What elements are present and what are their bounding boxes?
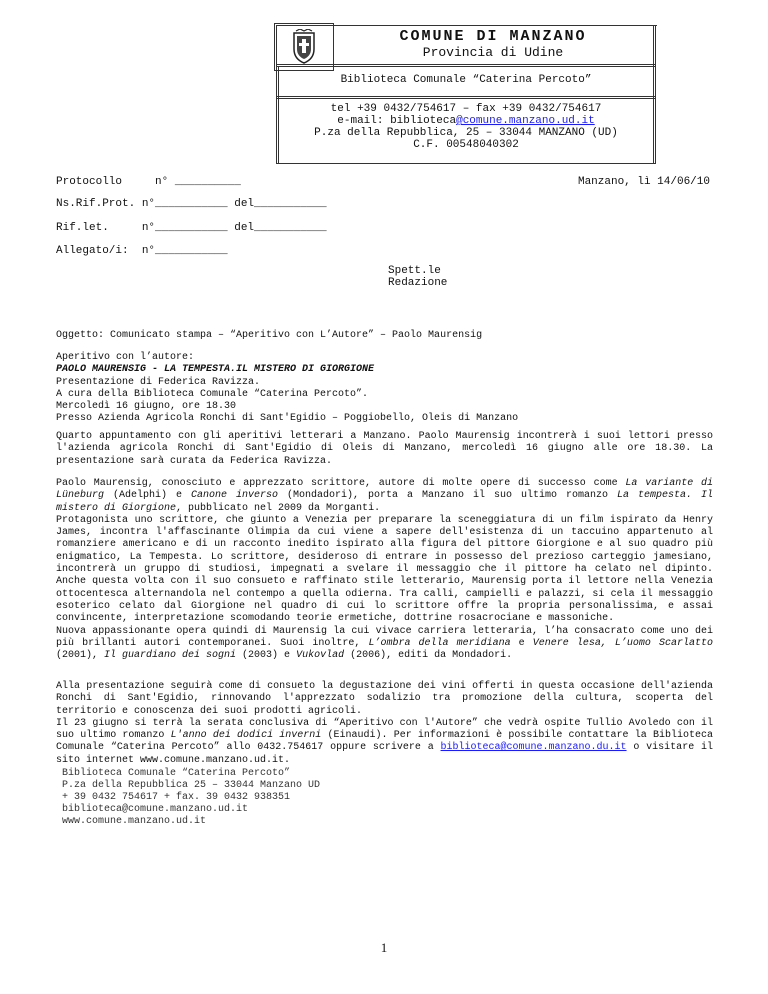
paragraph-tasting: Alla presentazione seguirà come di consueto la degustazione dei vini offerti in questa occasione dell'azienda Ronchi di Sant'Egidio, rinnovando l'apprezzato sodalizio tra promozione della cultura, scoperta del territorio e conoscenza dei suoi prodotti agricoli. (56, 681, 713, 717)
protocol-field: Protocollo n° __________ (56, 176, 241, 188)
attachments-field: Allegato/i: n°___________ (56, 245, 228, 257)
contact-block (276, 103, 656, 151)
letter-date: Manzano, lì 14/06/10 (577, 176, 710, 188)
library-email-link[interactable]: biblioteca@comune.manzano.du.it (440, 742, 627, 754)
contact-address: P.za della Repubblica, 25 – 33044 MANZANO (UD) (314, 127, 618, 139)
divider (276, 98, 656, 99)
subject-line: Oggetto: Comunicato stampa – “Aperitivo con L’Autore” – Paolo Maurensig (56, 330, 483, 341)
event-location: Presso Azienda Agricola Ronchi di Sant'Egidio – Poggiobello, Oleis di Manzano (56, 413, 519, 425)
library-name: Biblioteca Comunale “Caterina Percoto” (340, 74, 592, 86)
contact-email-link[interactable]: @comune.manzano.ud.it (456, 115, 595, 127)
contact-tax-code: C.F. 00548040302 (413, 139, 519, 151)
signature-library: Biblioteca Comunale “Caterina Percoto” (62, 768, 291, 779)
signature-phone: + 39 0432 754617 + fax. 39 0432 938351 (62, 792, 291, 803)
municipality-title: COMUNE DI MANZANO (399, 28, 587, 45)
recipient-salutation: Spett.le (388, 265, 441, 277)
event-details (56, 352, 713, 426)
paragraph-works: Nuova appassionante opera quindi di Maurensig la cui vivace carriera letteraria, l’ha consacrato come uno dei più brillanti autori contemporanei. Suoi inoltre, L’ombra della meridiana e Venere lesa, L’uomo Scarlatto (2001), Il guardiano dei sogni (2003) e Vukovlad (2006), editi da Mondadori. (56, 625, 713, 662)
recipient-block (388, 265, 447, 289)
divider (653, 25, 654, 164)
divider (276, 96, 656, 97)
contact-phone: tel +39 0432/754617 – fax +39 0432/754617 (330, 103, 602, 115)
divider (655, 25, 656, 164)
contact-email-prefix: e-mail: biblioteca (337, 115, 457, 127)
signature-address: P.za della Repubblica 25 – 33044 Manzano UD (62, 780, 321, 791)
paragraph-intro: Quarto appuntamento con gli aperitivi letterari a Manzano. Paolo Maurensig incontrerà i suoi lettori presso l'azienda agricola Ronchi di Sant'Egidio di Oleis di Manzano, mercoledì 16 giugno alle ore 18.30. La presentazione sarà curata da Federica Ravizza. (56, 431, 713, 467)
contact-email-line (276, 115, 656, 127)
letter-reference-field: Rif.let. n°___________ del___________ (56, 222, 327, 234)
signature-block (62, 768, 320, 828)
event-organizer: A cura della Biblioteca Comunale “Caterina Percoto”. (56, 388, 369, 400)
our-reference-field: Ns.Rif.Prot. n°___________ del___________ (56, 198, 327, 210)
paragraph-contacts: Il 23 giugno si terrà la serata conclusiva di “Aperitivo con l'Autore” che vedrà ospite Tullio Avoledo con il suo ultimo romanzo L'anno dei dodici inverni (Einaudi). Per informazioni è possibile contattare la Biblioteca Comunale “Caterina Percoto” allo 0432.754617 oppure scrivere a biblioteca@comune.manzano.du.it o visitare il sito internet www.comune.manzano.ud.it. (56, 717, 714, 766)
signature-email: biblioteca@comune.manzano.ud.it (62, 804, 249, 815)
page-number: 1 (380, 940, 388, 955)
event-presenter: Presentazione di Federica Ravizza. (56, 376, 261, 388)
divider (278, 66, 279, 164)
province-subtitle: Provincia di Udine (422, 45, 564, 60)
paragraph-plot: Protagonista uno scrittore, che giunto a Venezia per preparare la sceneggiatura di un film ispirato da Henry James, incontra l'affascinante Olimpia da cui viene a sapere dell'esistenza di un taccuino appartenuto al romanziere americano e di un racconto inedito ispirato alla figura del pittore Giorgione e al suo quadro più enigmatico, La Tempesta. Lo scrittore, desideroso di entrare in possesso del prezioso carteggio jamesiano, incontrerà un gruppo di studiosi, impegnati a svelare il messaggio che il pittore ha celato nel dipinto. Anche questa volta con il suo consueto e raffinato stile letterario, Maurensig porta il lettore nella Venezia ottocentesca alternandola nel contempo a quella odierna. Tra calli, campielli e palazzi, si cela il messaggio esoterico celato dal Giorgione nel quadro di cui lo scrittore offre la propria personalissima, e assai convincente, interpretazione scomodando teorie ermetiche, dottrine rosacrociane e massoniche. (56, 514, 713, 625)
event-datetime: Mercoledì 16 giugno, ore 18.30 (56, 401, 237, 413)
divider (276, 64, 656, 65)
recipient-name: Redazione (388, 277, 448, 289)
divider (276, 163, 656, 164)
event-title: PAOLO MAURENSIG - LA TEMPESTA.IL MISTERO DI GIORGIONE (56, 364, 375, 376)
signature-website: www.comune.manzano.ud.it (62, 816, 207, 827)
event-intro: Aperitivo con l’autore: (56, 352, 195, 363)
paragraph-closing (56, 681, 713, 767)
divider (276, 64, 277, 164)
paragraph-author: Paolo Maurensig, conosciuto e apprezzato scrittore, autore di molte opere di successo come La variante di Lüneburg (Adelphi) e Canone inverso (Mondadori), porta a Manzano il suo ultimo romanzo La tempesta. Il mistero di Giorgione, pubblicato nel 2009 da Morganti. Protagonista uno scrittore, che giunto a Venezia per preparare la sceneggiatura di un film ispirato da Henry James, incontra l'affascinante Olimpia da cui viene a sapere dell'esistenza di un taccuino appartenuto al romanziere americano e di un racconto inedito ispirato alla figura del pittore Giorgione e al suo quadro più enigmatico, La Tempesta. Lo scrittore, desideroso di entrare in possesso del prezioso carteggio jamesiano, incontrerà un gruppo di studiosi, impegnati a svelare il messaggio che il pittore ha celato nel dipinto. Anche questa volta con il suo consueto e raffinato stile letterario, Maurensig porta il lettore nella Venezia ottocentesca alternandola nel contempo a quella odierna. Tra calli, campielli e palazzi, si cela il messaggio esoterico celato dal Giorgione nel quadro di cui lo scrittore offre la propria personalissima, e assai convincente, interpretazione scomodando teorie ermetiche, dottrine rosacrociane e massoniche. Nuova appassionante opera quindi di Maurensig la cui vivace carriera letteraria, l’ha consacrato come uno dei più brillanti autori contemporanei. Suoi inoltre, L’ombra della meridiana e Venere lesa, L’uomo Scarlatto (2001), Il guardiano dei sogni (2003) e Vukovlad (2006), editi da Mondadori. (56, 478, 714, 662)
